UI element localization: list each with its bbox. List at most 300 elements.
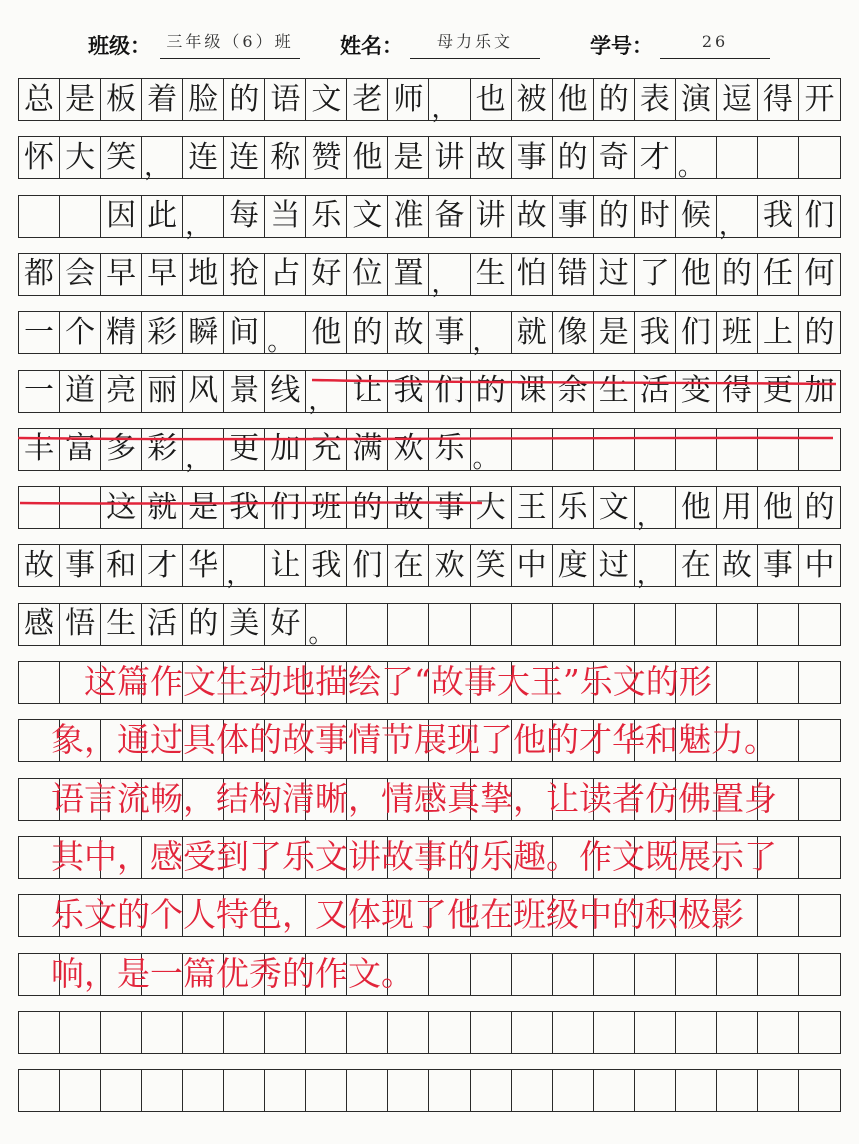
essay-character: 也 [475,81,506,117]
grid-cell [347,312,388,353]
grid-cell [758,604,799,645]
grid-cell [224,79,265,120]
essay-character: 连 [188,139,219,175]
grid-cell [635,545,676,591]
essay-character: 大 [65,139,96,175]
grid-cell [553,604,594,645]
essay-character: 富 [65,431,96,467]
grid-cell [60,79,101,120]
grid-cell [101,1012,142,1053]
essay-character: 准 [393,198,424,234]
essay-character: ， [472,327,499,358]
grid-cell [60,604,101,645]
grid-row [18,1011,841,1054]
grid-cell [388,196,429,237]
essay-character: 置 [393,256,424,292]
essay-character: 度 [557,547,588,583]
grid-cell [594,1012,635,1053]
grid-cell [429,487,470,528]
grid-cell [183,371,224,412]
essay-character: 这 [106,489,137,525]
grid-cell [60,429,101,470]
essay-character: 才 [639,139,670,175]
grid-row [18,253,841,299]
essay-character: 表 [639,81,670,117]
essay-character: 和 [106,547,137,583]
grid-cell [635,137,676,178]
grid-cell [60,545,101,586]
grid-cell [471,1070,512,1111]
essay-character: 美 [229,606,260,642]
grid-cell [60,487,101,528]
grid-cell [799,312,840,353]
grid-cell [388,1070,429,1111]
essay-character: 当 [270,198,301,234]
grid-cell [101,137,142,178]
essay-character: 事 [434,489,465,525]
grid-cell [594,196,635,237]
grid-cell [224,312,265,353]
essay-character: 事 [516,139,547,175]
grid-cell [19,79,60,120]
essay-character: 笑 [475,547,506,583]
grid-cell [224,196,265,237]
grid-cell [347,487,388,528]
essay-character: 余 [557,373,588,408]
grid-cell [594,254,635,295]
essay-character: 语 [270,81,301,117]
grid-cell [19,254,60,295]
name-value: 母力乐文 [410,32,540,59]
grid-cell [142,1070,183,1111]
essay-character: 的 [188,606,219,642]
essay-character: 们 [352,547,383,583]
essay-character: 他 [680,256,711,292]
essay-character: 他 [557,81,588,117]
essay-character: 课 [516,373,547,408]
grid-cell [388,371,429,412]
grid-cell [799,254,840,295]
grid-row [18,195,841,241]
essay-character: 在 [393,547,424,583]
essay-character: 时 [639,198,670,234]
essay-character: 感 [24,606,55,642]
grid-cell [553,1012,594,1053]
essay-character: 何 [804,256,835,292]
grid-cell [635,1070,676,1111]
grid-cell [265,371,306,412]
grid-cell [512,137,553,178]
grid-cell [101,79,142,120]
essay-character: 活 [147,606,178,642]
essay-character: 我 [229,489,260,525]
essay-character: 的 [598,198,629,234]
essay-character: 得 [721,373,752,408]
grid-cell [183,79,224,120]
grid-cell [60,1012,101,1053]
essay-character: 得 [762,81,793,117]
grid-cell [429,254,470,299]
grid-cell [553,371,594,412]
essay-character: ， [636,502,663,533]
grid-cell [799,1070,840,1111]
grid-cell [388,79,429,120]
grid-cell [512,254,553,295]
essay-character: ， [431,268,458,299]
essay-character: 间 [229,314,260,350]
essay-character: ， [185,210,212,241]
essay-character: 会 [65,256,96,292]
essay-character: 大 [475,489,506,525]
grid-cell [347,604,388,645]
essay-character: 他 [680,489,711,525]
essay-character: 加 [270,431,301,467]
student-id-value: 26 [660,32,770,59]
essay-character: 充 [311,431,342,467]
grid-cell [388,137,429,178]
grid-cell [676,196,717,237]
essay-character: 更 [229,431,260,467]
essay-character: 。 [267,327,294,358]
grid-cell [594,487,635,528]
grid-cell [224,1012,265,1053]
essay-character: 的 [352,489,383,525]
grid-cell [594,371,635,412]
essay-character: 称 [270,139,301,175]
essay-character: 我 [639,314,670,350]
grid-cell [758,487,799,528]
grid-cell [635,1012,676,1053]
grid-cell [799,196,840,237]
grid-cell [799,429,840,470]
essay-character: 一 [24,373,55,408]
essay-character: 他 [352,139,383,175]
grid-cell [101,371,142,412]
grid-cell [429,1012,470,1053]
grid-cell [183,1070,224,1111]
essay-character: 演 [680,81,711,117]
grid-cell [265,312,306,358]
essay-character: 事 [762,547,793,583]
essay-character: 瞬 [188,314,219,350]
grid-cell [183,254,224,295]
grid-cell [471,196,512,237]
grid-cell [429,1070,470,1111]
essay-character: 风 [188,373,219,408]
grid-cell [471,604,512,645]
essay-character: 早 [106,256,137,292]
grid-cell [676,604,717,645]
grid-cell [101,196,142,237]
grid-cell [799,1012,840,1053]
teacher-comment-line: 其中，感受到了乐文讲故事的乐趣。作文既展示了 [18,836,777,876]
grid-cell [429,604,470,645]
grid-cell [19,1070,60,1111]
grid-cell [471,137,512,178]
grid-cell [594,429,635,470]
grid-cell [347,429,388,470]
grid-cell [512,196,553,237]
essay-character: 加 [804,373,835,408]
essay-character: 用 [721,489,752,525]
grid-cell [635,429,676,470]
grid-cell [347,79,388,120]
grid-cell [19,429,60,470]
grid-cell [471,1012,512,1053]
essay-character: 因 [106,198,137,234]
grid-row [18,1069,841,1112]
grid-row [18,486,841,533]
grid-cell [512,429,553,470]
essay-character: 彩 [147,431,178,467]
essay-character: ， [144,152,171,183]
essay-character: 悟 [65,606,96,642]
essay-character: 的 [557,139,588,175]
essay-character: 早 [147,256,178,292]
essay-character: ， [226,560,253,591]
grid-cell [717,371,758,412]
grid-cell [676,79,717,120]
grid-cell [265,429,306,470]
grid-cell [306,1012,347,1053]
essay-character: 在 [680,547,711,583]
essay-character: 过 [598,256,629,292]
grid-cell [553,196,594,237]
grid-cell [142,254,183,295]
essay-character: 了 [639,256,670,292]
grid-cell [306,429,347,470]
essay-character: 笑 [106,139,137,175]
grid-cell [183,545,224,586]
essay-character: 他 [311,314,342,350]
grid-cell [19,1012,60,1053]
essay-character: ， [308,385,335,416]
grid-row [18,78,841,124]
essay-character: 地 [188,256,219,292]
essay-character: 是 [188,489,219,525]
essay-character: 老 [352,81,383,117]
grid-cell [265,487,306,528]
grid-cell [429,371,470,412]
grid-cell [429,429,470,470]
essay-character: 事 [434,314,465,350]
grid-cell [758,545,799,586]
essay-character: 占 [270,256,301,292]
essay-character: 任 [762,256,793,292]
grid-cell [183,604,224,645]
essay-character: ， [431,94,458,124]
grid-cell [306,487,347,528]
grid-cell [635,604,676,645]
grid-cell [265,137,306,178]
essay-character: 怕 [516,256,547,292]
grid-cell [717,254,758,295]
essay-character: 的 [229,81,260,117]
grid-cell [60,196,101,237]
grid-cell [19,312,60,353]
grid-row [18,311,841,358]
grid-cell [429,137,470,178]
grid-cell [265,545,306,586]
essay-character: 的 [721,256,752,292]
essay-character: 故 [393,489,424,525]
essay-character: 欢 [434,547,465,583]
grid-cell [142,79,183,120]
essay-character: 精 [106,314,137,350]
grid-cell [553,429,594,470]
grid-cell [553,545,594,586]
essay-character: 华 [188,547,219,583]
essay-character: 线 [270,373,301,408]
grid-cell [142,604,183,645]
grid-cell [717,312,758,353]
essay-character: 就 [516,314,547,350]
grid-cell [758,79,799,120]
grid-cell [224,429,265,470]
essay-character: 生 [475,256,506,292]
grid-cell [224,371,265,412]
grid-cell [429,196,470,237]
grid-cell [388,312,429,353]
essay-character: 。 [472,443,499,474]
grid-cell [635,371,676,412]
grid-cell [553,254,594,295]
grid-cell [60,371,101,412]
grid-cell [553,1070,594,1111]
grid-cell [471,429,512,474]
grid-cell [512,545,553,586]
grid-cell [676,137,717,183]
grid-cell [224,1070,265,1111]
grid-cell [717,196,758,241]
essay-character: 连 [229,139,260,175]
grid-cell [512,79,553,120]
grid-cell [717,429,758,470]
essay-character: 们 [680,314,711,350]
grid-cell [19,545,60,586]
essay-character: 此 [147,198,178,234]
essay-character: 他 [762,489,793,525]
essay-character: 讲 [475,198,506,234]
grid-cell [101,254,142,295]
grid-cell [553,137,594,178]
essay-character: 一 [24,314,55,350]
grid-cell [676,487,717,528]
grid-cell [717,79,758,120]
grid-cell [553,312,594,353]
essay-character: 丰 [24,431,55,467]
grid-cell [594,137,635,178]
essay-character: 亮 [106,373,137,408]
grid-cell [60,137,101,178]
grid-cell [512,604,553,645]
essay-character: 多 [106,431,137,467]
grid-cell [635,196,676,237]
essay-character: 王 [516,489,547,525]
grid-cell [60,312,101,353]
grid-row [18,603,841,649]
essay-character: 让 [270,547,301,583]
grid-cell [60,254,101,295]
essay-character: 乐 [557,489,588,525]
grid-cell [553,487,594,528]
composition-grid-paper [18,78,841,1144]
grid-cell [19,604,60,645]
grid-cell [347,137,388,178]
grid-cell [265,79,306,120]
class-label: 班级： [88,34,151,58]
grid-cell [635,79,676,120]
grid-cell [142,1012,183,1053]
grid-cell [142,196,183,237]
name-label: 姓名： [340,34,403,58]
essay-character: 文 [598,489,629,525]
grid-cell [347,371,388,412]
essay-character: 乐 [311,198,342,234]
grid-cell [183,429,224,474]
grid-cell [306,312,347,353]
grid-cell [471,487,512,528]
grid-cell [224,545,265,591]
grid-cell [306,137,347,178]
essay-character: 候 [680,198,711,234]
essay-character: 班 [311,489,342,525]
student-id-label: 学号： [590,34,653,58]
essay-character: 。 [677,152,704,183]
essay-character: 脸 [188,81,219,117]
essay-character: 是 [598,314,629,350]
grid-cell [635,254,676,295]
grid-cell [347,545,388,586]
essay-character: 故 [393,314,424,350]
grid-cell [183,312,224,353]
essay-character: 就 [147,489,178,525]
grid-cell [717,137,758,178]
grid-cell [717,545,758,586]
grid-cell [717,1012,758,1053]
grid-cell [799,79,840,120]
grid-cell [306,79,347,120]
grid-cell [101,1070,142,1111]
grid-cell [758,1012,799,1053]
grid-cell [265,1070,306,1111]
essay-character: 师 [393,81,424,117]
essay-character: 的 [804,314,835,350]
essay-character: 文 [311,81,342,117]
essay-character: 讲 [434,139,465,175]
essay-character: 生 [598,373,629,408]
essay-character: 我 [393,373,424,408]
teacher-comment-line: 这篇作文生动地描绘了“故事大王”乐文的形 [18,662,712,701]
grid-cell [306,604,347,649]
grid-row [18,544,841,591]
grid-cell [594,79,635,120]
grid-cell [676,254,717,295]
grid-cell [512,1012,553,1053]
essay-character: 们 [804,198,835,234]
essay-character: 逗 [721,81,752,117]
essay-character: 备 [434,198,465,234]
essay-character: 我 [311,547,342,583]
essay-character: 故 [475,139,506,175]
grid-cell [676,545,717,586]
essay-character: 的 [475,373,506,408]
grid-cell [224,487,265,528]
grid-cell [471,79,512,120]
grid-cell [19,196,60,237]
grid-cell [101,487,142,528]
grid-cell [265,254,306,295]
